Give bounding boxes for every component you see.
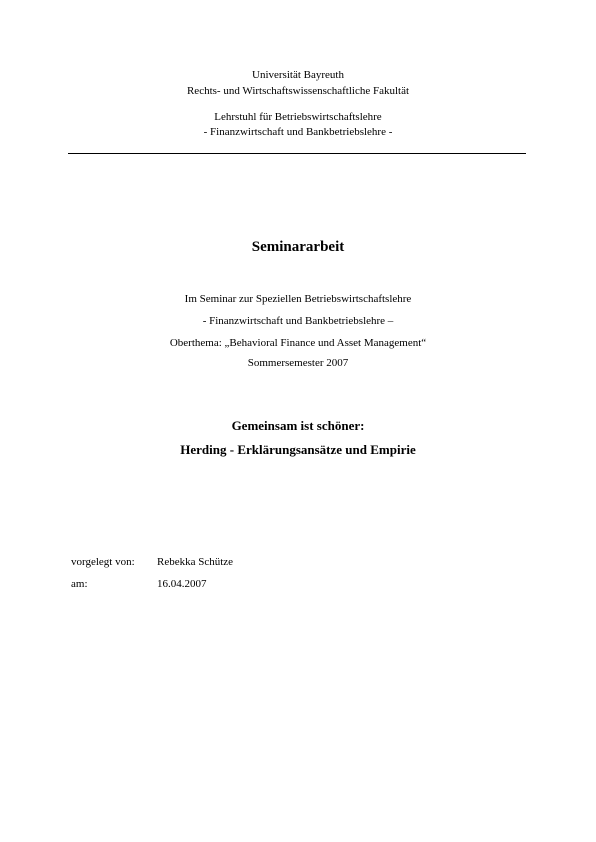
- seminar-line-1: Im Seminar zur Speziellen Betriebswirtschaftslehre: [184, 293, 412, 305]
- university-name: Universität Bayreuth: [252, 69, 344, 81]
- author-name: Rebekka Schütze: [157, 556, 234, 568]
- date-label: am:: [71, 578, 88, 590]
- seminar-topic: Oberthema: „Behavioral Finance und Asset Management“: [169, 337, 427, 349]
- seminar-semester: Sommersemester 2007: [247, 357, 349, 369]
- seminar-line-2: - Finanzwirtschaft und Bankbetriebslehre –: [202, 315, 394, 327]
- submission-date: 16.04.2007: [157, 578, 207, 590]
- chair-subtitle: - Finanzwirtschaft und Bankbetriebslehre -: [203, 126, 393, 138]
- document-title: Seminararbeit: [251, 239, 345, 255]
- header-divider: [68, 153, 526, 154]
- thesis-title-line-2: Herding - Erklärungsansätze und Empirie: [180, 442, 416, 457]
- author-label: vorgelegt von:: [71, 556, 135, 568]
- faculty-name: Rechts- und Wirtschaftswissenschaftliche Fakultät: [186, 85, 410, 97]
- chair-name: Lehrstuhl für Betriebswirtschaftslehre: [214, 111, 382, 123]
- thesis-title-line-1: Gemeinsam ist schöner:: [231, 418, 365, 433]
